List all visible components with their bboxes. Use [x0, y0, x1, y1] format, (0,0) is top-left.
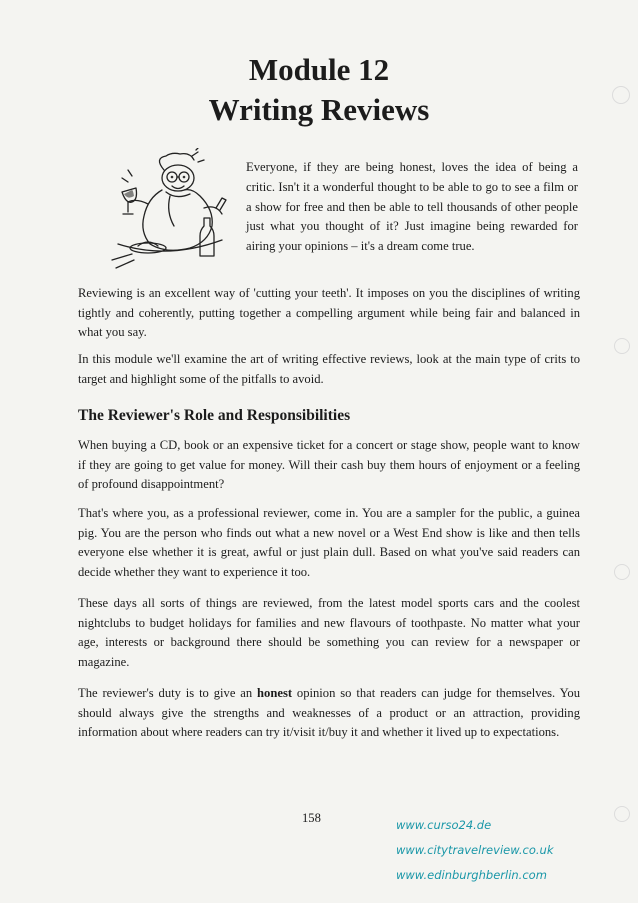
critic-cartoon-icon	[108, 148, 230, 276]
binder-hole-mark	[614, 338, 630, 354]
intro-paragraph: Everyone, if they are being honest, loves the idea of being a critic. Isn't it a wonderful thought to be able to go to see a film or a show for free and then be able to tell thousands of other people just what you thought of it? Just imagine being rewarded for airing your opinions – it's a dream come true.	[246, 160, 578, 254]
paragraph-6-text-after: opinion so that readers can judge for themselves. You should always give the strengths and weaknesses of a product or an attraction, providing information about where readers can try it/visit it/buy it and whether it lived up to expectations.	[78, 686, 580, 740]
body-paragraph-3: When buying a CD, book or an expensive ticket for a concert or stage show, people want to know if they are going to get value for money. Will their cash buy them hours of enjoyment or a feeling of profound disappointment?	[78, 438, 580, 492]
watermark-link-2[interactable]: www.citytravelreview.co.uk	[396, 843, 554, 857]
paragraph-6-emphasis: honest	[257, 686, 293, 700]
body-paragraph-6	[78, 684, 580, 743]
binder-hole-mark	[614, 806, 630, 822]
body-paragraph-1: Reviewing is an excellent way of 'cutting your teeth'. It imposes on you the disciplines of writing tightly and coherently, putting together a compelling argument while being fair and balanced in what you say.	[78, 286, 580, 340]
binder-hole-mark	[612, 86, 630, 104]
watermark-link-1[interactable]: www.curso24.de	[396, 818, 492, 832]
body-paragraph-5: These days all sorts of things are reviewed, from the latest model sports cars and the coolest nightclubs to budget holidays for families and new flavours of toothpaste. No matter what your age, interests or background there should be something you can review for a newspaper or magazine.	[78, 596, 580, 669]
page-subtitle: Writing Reviews	[208, 92, 430, 127]
section-heading: The Reviewer's Role and Responsibilities	[78, 407, 351, 424]
page-title: Module 12	[248, 52, 390, 87]
paragraph-6-text-before: The reviewer's duty is to give an	[78, 686, 258, 700]
page-number: 158	[302, 811, 321, 825]
watermark-link-3[interactable]: www.edinburghberlin.com	[396, 868, 547, 882]
body-paragraph-4: That's where you, as a professional reviewer, come in. You are a sampler for the public, a guinea pig. You are the person who finds out what a new novel or a West End show is like and then tells everyone else whether it is great, awful or just plain dull. Based on what you've said readers can decide whether they want to experience it too.	[78, 506, 580, 579]
binder-hole-mark	[614, 564, 630, 580]
body-paragraph-2: In this module we'll examine the art of writing effective reviews, look at the main type of crits to target and highlight some of the pitfalls to avoid.	[78, 352, 580, 386]
